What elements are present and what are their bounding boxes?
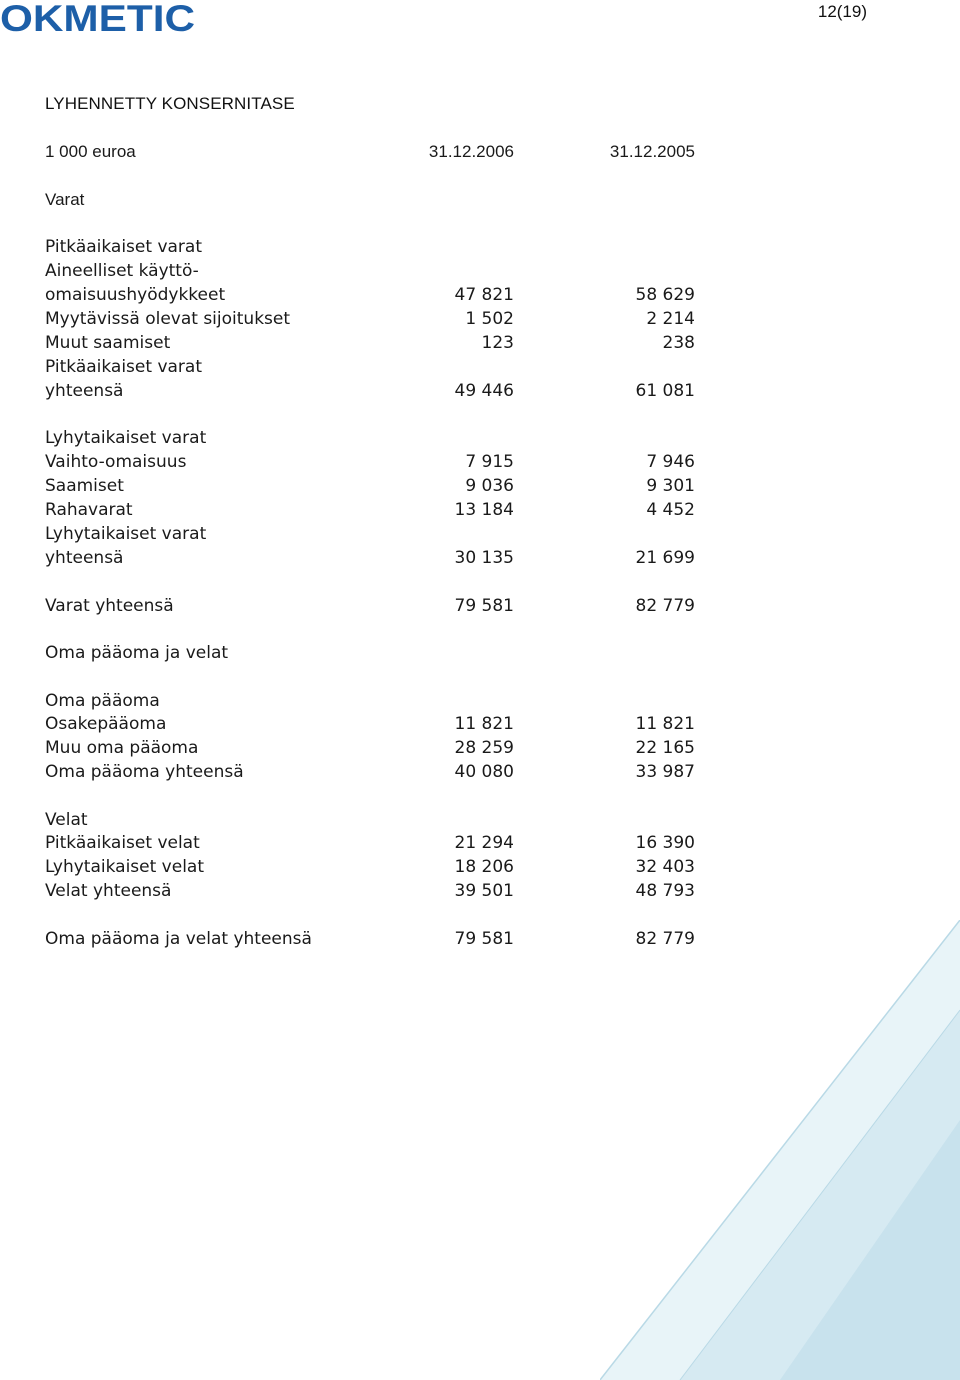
value-2005: 22 165: [635, 738, 695, 758]
table-row: [45, 879, 695, 903]
value-2006: 39 501: [454, 881, 514, 901]
table-row: [45, 927, 695, 951]
row-label-pitkaaikaiset-velat: Pitkäaikaiset velat: [45, 833, 200, 853]
table-row: [45, 379, 695, 403]
table-row: [45, 474, 695, 498]
value-2005: 4 452: [646, 500, 695, 520]
table-row: [45, 831, 695, 855]
row-label-muu-oma-paaoma: Muu oma pääoma: [45, 738, 199, 758]
row-label-velat-yhteensa: Velat yhteensä: [45, 881, 172, 901]
section-heading-varat: Varat: [45, 190, 85, 209]
value-2005: 61 081: [635, 381, 695, 401]
row-label-oma-paaoma-ja-velat-yhteensa: Oma pääoma ja velat yhteensä: [45, 929, 312, 949]
table-row: [45, 355, 695, 379]
value-2006: 79 581: [454, 929, 514, 949]
row-label-saamiset: Saamiset: [45, 476, 124, 496]
column-header-2005: 31.12.2005: [609, 142, 695, 161]
table-row: [45, 235, 695, 259]
row-label-pitkaaikaiset-varat: Pitkäaikaiset varat: [45, 237, 202, 257]
value-2005: 9 301: [646, 476, 695, 496]
value-2006: 18 206: [454, 857, 514, 877]
row-label-osakepaaoma: Osakepääoma: [45, 714, 167, 734]
value-2006: 7 915: [465, 452, 514, 472]
table-row: [45, 736, 695, 760]
value-2006: 123: [481, 333, 514, 353]
value-2005: 32 403: [635, 857, 695, 877]
row-label-muut-saamiset: Muut saamiset: [45, 333, 171, 353]
row-label-oma-paaoma-yhteensa: Oma pääoma yhteensä: [45, 762, 244, 782]
row-label-omaisuushyodykkeet: omaisuushyödykkeet: [45, 285, 226, 305]
table-row: [45, 808, 695, 832]
table-row: [45, 689, 695, 713]
value-2005: 2 214: [646, 309, 695, 329]
row-label-aineelliset-kaytto: Aineelliset käyttö-: [45, 261, 199, 281]
value-2005: 238: [662, 333, 695, 353]
column-header-2006: 31.12.2006: [428, 142, 514, 161]
table-row: [45, 283, 695, 307]
row-label-velat: Velat: [45, 810, 88, 830]
value-2005: 21 699: [635, 548, 695, 568]
value-2006: 1 502: [465, 309, 514, 329]
table-row: [45, 641, 695, 665]
value-2005: 82 779: [635, 929, 695, 949]
value-2006: 30 135: [454, 548, 514, 568]
row-label-varat-yhteensa: Varat yhteensä: [45, 596, 174, 616]
okmetic-logo-mark: [0, 0, 196, 36]
value-2006: 40 080: [454, 762, 514, 782]
unit-label: 1 000 euroa: [45, 142, 136, 161]
table-row: [45, 307, 695, 331]
decorative-corner-graphic: [600, 920, 960, 1380]
value-2005: 48 793: [635, 881, 695, 901]
value-2005: 33 987: [635, 762, 695, 782]
page-number: 12(19): [817, 2, 867, 21]
value-2006: 47 821: [454, 285, 514, 305]
logo-text: OKMETIC: [0, 0, 196, 36]
row-label-lyhytaikaiset-velat: Lyhytaikaiset velat: [45, 857, 205, 877]
table-row: [45, 426, 695, 450]
value-2005: 58 629: [635, 285, 695, 305]
row-label-lyhytaikaiset-varat: Lyhytaikaiset varat: [45, 524, 207, 544]
value-2005: 11 821: [635, 714, 695, 734]
row-label-pitkaaikaiset-varat: Pitkäaikaiset varat: [45, 357, 202, 377]
row-label-oma-paaoma-ja-velat: Oma pääoma ja velat: [45, 643, 229, 663]
page-title: LYHENNETTY KONSERNITASE: [45, 94, 295, 113]
table-row: [45, 259, 695, 283]
row-label-yhteensa: yhteensä: [45, 548, 124, 568]
row-label-lyhytaikaiset-varat: Lyhytaikaiset varat: [45, 428, 207, 448]
value-2005: 82 779: [635, 596, 695, 616]
table-row: [45, 331, 695, 355]
value-2005: 16 390: [635, 833, 695, 853]
table-row: [45, 855, 695, 879]
value-2006: 49 446: [454, 381, 514, 401]
value-2006: 11 821: [454, 714, 514, 734]
table-row: [45, 522, 695, 546]
value-2006: 9 036: [465, 476, 514, 496]
value-2006: 79 581: [454, 596, 514, 616]
value-2005: 7 946: [646, 452, 695, 472]
table-row: [45, 498, 695, 522]
table-row: [45, 546, 695, 570]
row-label-vaihto-omaisuus: Vaihto-omaisuus: [45, 452, 187, 472]
value-2006: 21 294: [454, 833, 514, 853]
table-row: [45, 450, 695, 474]
row-label-myytavissa-olevat-sijoitukset: Myytävissä olevat sijoitukset: [45, 309, 291, 329]
row-label-yhteensa: yhteensä: [45, 381, 124, 401]
row-label-rahavarat: Rahavarat: [45, 500, 133, 520]
value-2006: 13 184: [454, 500, 514, 520]
okmetic-logo: [0, 0, 196, 36]
row-label-oma-paaoma: Oma pääoma: [45, 691, 160, 711]
value-2006: 28 259: [454, 738, 514, 758]
table-row: [45, 712, 695, 736]
table-row: [45, 594, 695, 618]
table-row: [45, 760, 695, 784]
